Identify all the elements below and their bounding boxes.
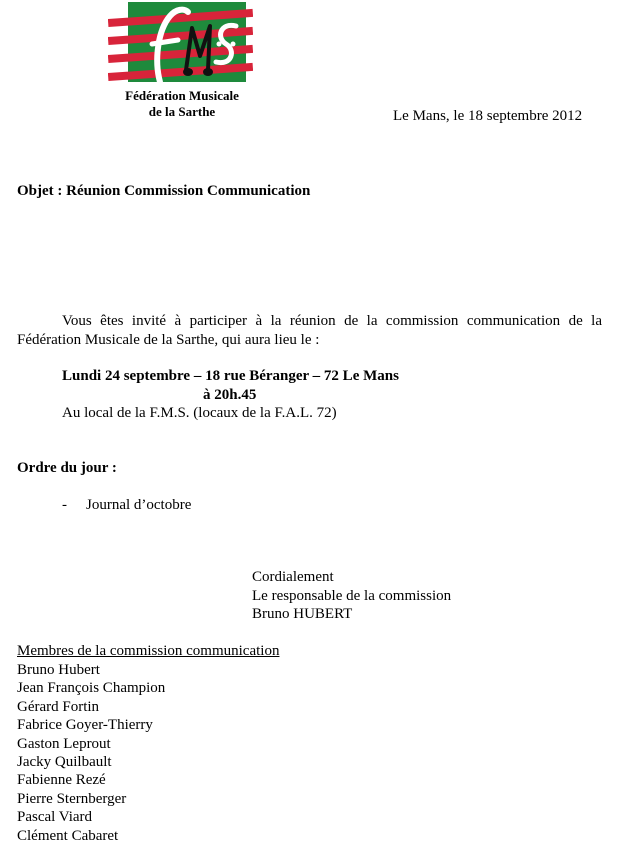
member-item: Fabrice Goyer-Thierry xyxy=(17,717,153,734)
member-item: Jacky Quilbault xyxy=(17,754,112,771)
org-name-line1: Fédération Musicale xyxy=(125,88,239,103)
org-name-line2: de la Sarthe xyxy=(148,104,216,119)
meeting-time: à 20h.45 xyxy=(203,387,257,403)
agenda-title: Ordre du jour : xyxy=(17,460,117,476)
member-item: Gérard Fortin xyxy=(17,698,100,715)
member-item: Clément Cabaret xyxy=(17,827,119,844)
members-list xyxy=(17,661,165,845)
members-title: Membres de la commission communication xyxy=(17,643,280,659)
intro-paragraph xyxy=(17,312,602,350)
member-item: Bruno Hubert xyxy=(17,662,100,678)
member-item: Gaston Leprout xyxy=(17,735,111,752)
fms-logo xyxy=(108,0,253,88)
member-item: Pierre Sternberger xyxy=(17,790,127,807)
subject-line: Objet : Réunion Commission Communication xyxy=(17,183,311,199)
meeting-location: Au local de la F.M.S. (locaux de la F.A.L. 72) xyxy=(62,405,337,421)
date-line: Le Mans, le 18 septembre 2012 xyxy=(393,108,583,124)
fms-logo-icon xyxy=(108,0,253,88)
intro-text: Vous êtes invité à participer à la réunion de la commission communication de la Fédération Musicale de la Sarthe, qui aura lieu le : xyxy=(17,313,602,348)
meeting-date-address: Lundi 24 septembre – 18 rue Béranger – 72 Le Mans xyxy=(62,368,399,384)
member-item: Jean François Champion xyxy=(17,680,166,697)
agenda-bullet: - xyxy=(62,497,67,513)
signature-role: Le responsable de la commission xyxy=(252,588,452,604)
signature-name: Bruno HUBERT xyxy=(252,606,353,622)
member-item: Fabienne Rezé xyxy=(17,772,106,789)
agenda-item-text: Journal d’octobre xyxy=(86,497,192,513)
member-item: Pascal Viard xyxy=(17,809,93,826)
closing-greeting: Cordialement xyxy=(252,569,334,585)
agenda-item xyxy=(62,497,191,514)
